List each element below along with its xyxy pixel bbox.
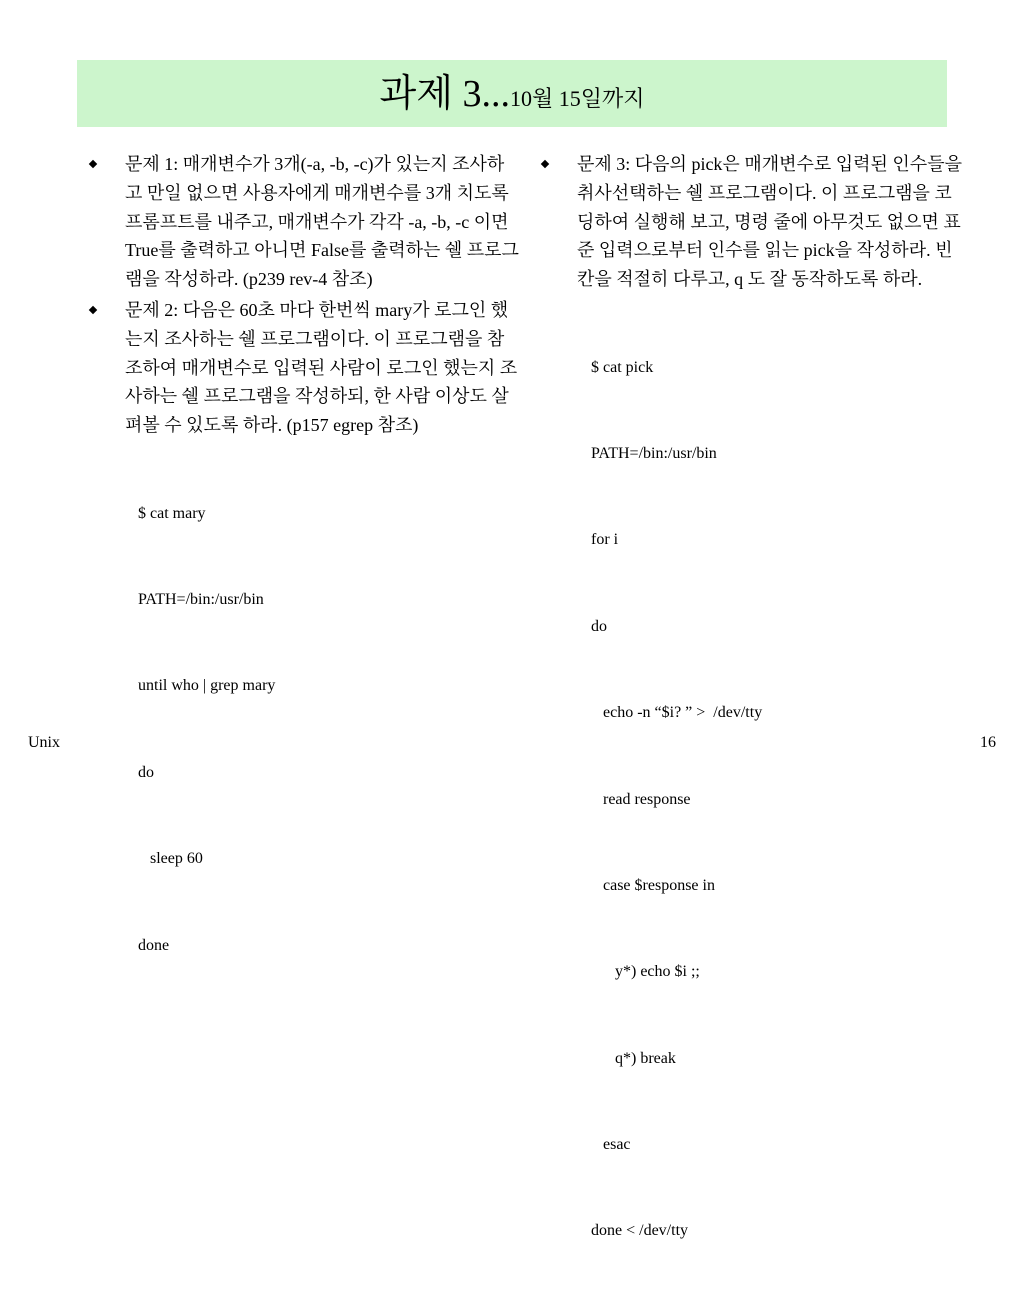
page-number: 16 xyxy=(980,734,996,751)
code-line: PATH=/bin:/usr/bin xyxy=(591,444,717,462)
right-column xyxy=(541,150,969,1304)
diamond-bullet-icon xyxy=(89,160,97,168)
code-line: until who | grep mary xyxy=(138,677,276,695)
problem-3-text: 문제 3: 다음의 pick은 매개변수로 입력된 인수들을 취사선택하는 쉘 프로그램이다. 이 프로그램을 코딩하여 실행해 보고, 명령 줄에 아무것도 없으면 표준 입력으로부터 인수를 읽는 pick을 작성하라. 빈 칸을 적절히 다루고, q 도 잘 동작하도록 하라. xyxy=(577,154,962,290)
title-main: 과제 3... xyxy=(379,72,510,115)
problem-2-text: 문제 2: 다음은 60초 마다 한번씩 mary가 로그인 했는지 조사하는 쉘 프로그램이다. 이 프로그램을 참조하여 매개변수로 입력된 사람이 로그인 했는지 조사하는 쉘 프로그램을 작성하되, 한 사람 이상도 살펴볼 수 있도록 하라. (p157 egrep 참조) xyxy=(125,299,518,436)
code-line: done < /dev/tty xyxy=(591,1222,689,1240)
code-line: for i xyxy=(591,531,619,549)
left-column xyxy=(89,150,521,1018)
slide-title xyxy=(379,72,645,115)
code-line: $ cat pick xyxy=(591,358,654,376)
title-deadline: 10월 15일까지 xyxy=(509,85,645,111)
footer-course: Unix xyxy=(28,734,60,751)
code-line: read response xyxy=(591,790,691,808)
code-line: q*) break xyxy=(591,1049,676,1067)
code-block-mary xyxy=(89,442,521,1018)
code-block-pick xyxy=(541,296,969,1304)
problem-1-text: 문제 1: 매개변수가 3개(-a, -b, -c)가 있는지 조사하고 만일 없으면 사용자에게 매개변수를 3개 치도록 프롬프트를 내주고, 매개변수가 각각 -a, -b, -c 이면 True를 출력하고 아니면 False를 출력하는 쉘 프로그램을 작성하라. (p239 rev-4 참조) xyxy=(125,154,519,290)
code-line: sleep 60 xyxy=(138,850,203,868)
bullet-problem-1 xyxy=(89,150,521,294)
code-line: case $response in xyxy=(591,876,715,894)
code-line: PATH=/bin:/usr/bin xyxy=(138,590,264,608)
diamond-bullet-icon xyxy=(89,306,97,314)
code-line: done xyxy=(138,936,170,954)
code-line: do xyxy=(591,617,607,635)
bullet-problem-3 xyxy=(541,150,969,294)
code-line: esac xyxy=(591,1136,631,1154)
bullet-problem-2 xyxy=(89,296,521,440)
code-line: $ cat mary xyxy=(138,504,206,522)
code-line: y*) echo $i ;; xyxy=(591,963,700,981)
code-line: echo -n “$i? ” > /dev/tty xyxy=(591,704,763,722)
title-banner xyxy=(77,60,947,127)
diamond-bullet-icon xyxy=(541,160,549,168)
code-line: do xyxy=(138,763,154,781)
